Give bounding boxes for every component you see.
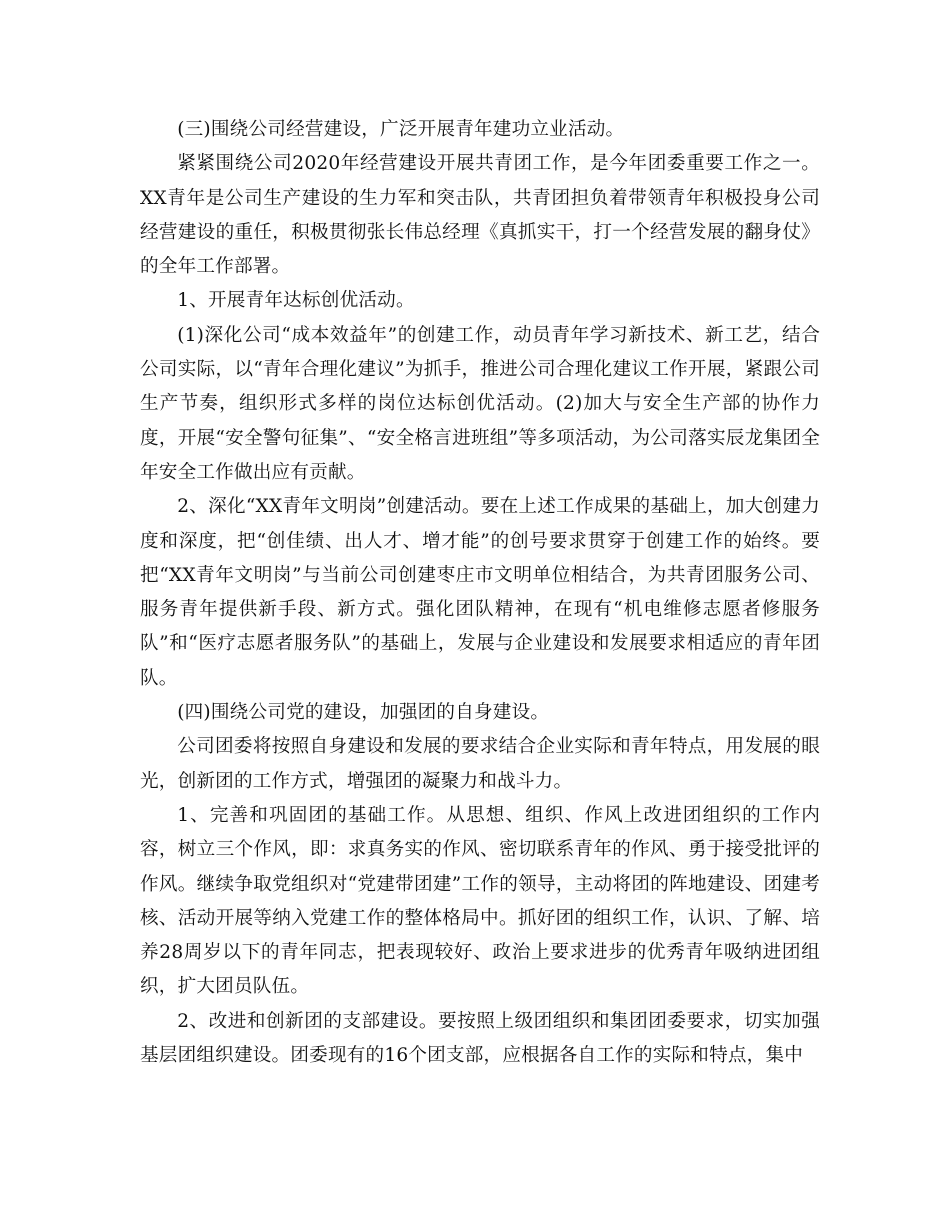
body-paragraph: (1)深化公司“成本效益年”的创建工作，动员青年学习新技术、新工艺，结合公司实际，以“青年合理化建议”为抓手，推进公司合理化建议工作开展，紧跟公司生产节奏，组织形式多样的岗位达标创优活动。(2)加大与安全生产部的协作力度，开展“安全警句征集”、“安全格言进班组”等多项活动，为公司落实辰龙集团全年安全工作做出应有贡献。 <box>140 324 820 483</box>
section-heading-4: (四)围绕公司党的建设，加强团的自身建设。 <box>177 702 550 724</box>
document-body <box>140 113 820 1073</box>
body-paragraph: 紧紧围绕公司2020年经营建设开展共青团工作，是今年团委重要工作之一。XX青年是公司生产建设的生力军和突击队，共青团担负着带领青年积极投身公司经营建设的重任，积极贯彻张长伟总经理《真抓实干，打一个经营发展的翻身仗》的全年工作部署。 <box>140 153 820 278</box>
body-paragraph: 1、完善和巩固团的基础工作。从思想、组织、作风上改进团组织的工作内容，树立三个作风，即：求真务实的作风、密切联系青年的作风、勇于接受批评的作风。继续争取党组织对“党建带团建”工作的领导，主动将团的阵地建设、团建考核、活动开展等纳入党建工作的整体格局中。抓好团的组织工作，认识、了解、培养28周岁以下的青年同志，把表现较好、政治上要求进步的优秀青年吸纳进团组织，扩大团员队伍。 <box>140 804 820 998</box>
subheading-1: 1、开展青年达标创优活动。 <box>177 290 415 312</box>
body-paragraph: 2、深化“XX青年文明岗”创建活动。要在上述工作成果的基础上，加大创建力度和深度，把“创佳绩、出人才、增才能”的创号要求贯穿于创建工作的始终。要把“XX青年文明岗”与当前公司创建枣庄市文明单位相结合，为共青团服务公司、服务青年提供新手段、新方式。强化团队精神，在现有“机电维修志愿者修服务队”和“医疗志愿者服务队”的基础上，发展与企业建设和发展要求相适应的青年团队。 <box>140 496 820 689</box>
body-paragraph: 公司团委将按照自身建设和发展的要求结合企业实际和青年特点，用发展的眼光，创新团的工作方式，增强团的凝聚力和战斗力。 <box>140 736 820 792</box>
section-heading-3: (三)围绕公司经营建设，广泛开展青年建功立业活动。 <box>177 119 625 140</box>
body-paragraph: 2、改进和创新团的支部建设。要按照上级团组织和集团团委要求，切实加强基层团组织建设。团委现有的16个团支部，应根据各自工作的实际和特点，集中 <box>140 1010 820 1067</box>
